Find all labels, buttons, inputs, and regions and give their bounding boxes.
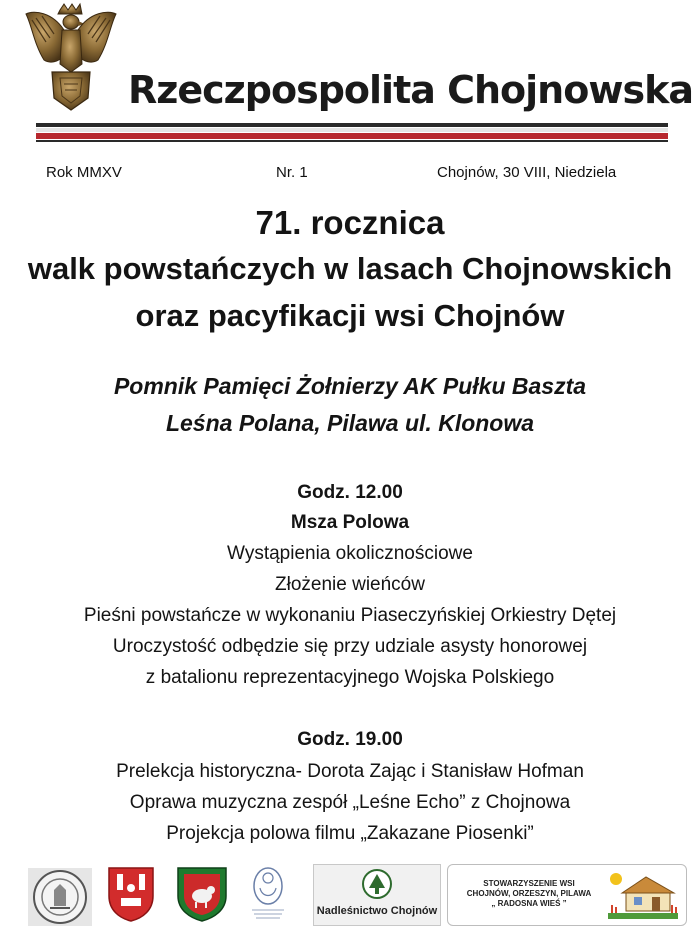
program1-item: Złożenie wieńców xyxy=(275,574,425,595)
association-seal-icon xyxy=(28,868,92,926)
program1-item: Wystąpienia okolicznościowe xyxy=(227,543,473,564)
issue-year: Rok MMXV xyxy=(46,164,122,181)
program2-item: Projekcja polowa filmu „Zakazane Piosenki” xyxy=(166,823,534,844)
masthead-rule-white xyxy=(36,128,668,132)
stowarzyszenie-line-2: CHOJNÓW, ORZESZYN, PILAWA xyxy=(466,889,592,898)
stowarzyszenie-line-1: STOWARZYSZENIE WSI xyxy=(483,879,575,888)
headline-line-1: 71. rocznica xyxy=(255,204,445,241)
coat-of-arms-red-icon xyxy=(107,866,155,922)
masthead-rule-bottom xyxy=(36,140,668,142)
stowarzyszenie-logo xyxy=(447,864,687,926)
village-house-icon xyxy=(606,869,680,921)
issue-place-date: Chojnów, 30 VIII, Niedziela xyxy=(437,164,617,181)
headline-line-2: walk powstańczych w lasach Chojnowskich xyxy=(27,251,673,286)
sponsor-logos xyxy=(0,860,700,930)
headline-line-3: oraz pacyfikacji wsi Chojnów xyxy=(135,298,565,333)
issue-number: Nr. 1 xyxy=(276,164,308,181)
nadlesnictwo-logo xyxy=(313,864,441,926)
madonna-emblem-icon xyxy=(248,864,288,922)
masthead-rule-dark xyxy=(36,123,668,127)
program2-item: Oprawa muzyczna zespół „Leśne Echo” z Chojnowa xyxy=(129,792,571,813)
venue-line-1: Pomnik Pamięci Żołnierzy AK Pułku Baszta xyxy=(113,373,587,399)
masthead-title: Rzeczpospolita Chojnowska xyxy=(128,68,693,112)
program2-item: Prelekcja historyczna- Dorota Zając i Stanisław Hofman xyxy=(116,761,584,782)
program1-time: Godz. 12.00 xyxy=(297,482,403,503)
venue-line-2: Leśna Polana, Pilawa ul. Klonowa xyxy=(165,410,535,436)
program1-item: Pieśni powstańcze w wykonaniu Piaseczyńskiej Orkiestry Dętej xyxy=(83,605,617,626)
program2-time: Godz. 19.00 xyxy=(297,729,403,750)
forest-service-icon xyxy=(361,868,393,900)
program1-item: z batalionu reprezentacyjnego Wojska Polskiego xyxy=(145,667,555,688)
nadlesnictwo-label: Nadleśnictwo Chojnów xyxy=(316,905,438,917)
coat-of-arms-lamb-icon xyxy=(176,866,228,922)
program1-title: Msza Polowa xyxy=(290,512,410,533)
masthead-rule-red xyxy=(36,133,668,139)
program1-item: Uroczystość odbędzie się przy udziale asysty honorowej xyxy=(112,636,588,657)
stowarzyszenie-line-3: „ RADOSNA WIEŚ ” xyxy=(491,899,567,908)
eagle-emblem-icon xyxy=(22,2,118,114)
